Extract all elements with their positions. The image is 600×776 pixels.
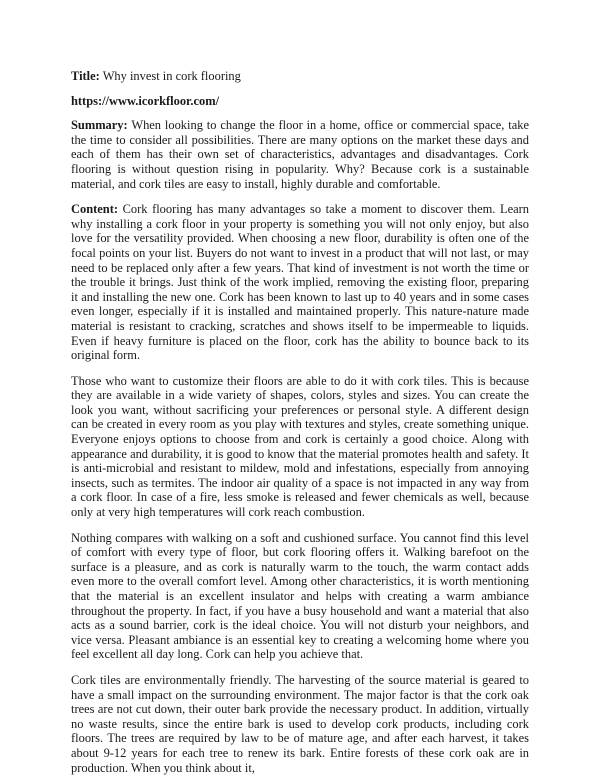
- content-text-1: Cork flooring has many advantages so take a moment to discover them. Learn why installing a cork floor in your property is something you will not only enjoy, but also love for the versatility provided. When choosing a new floor, durability is often one of the focal points on your list. Buyers do not want to invest in a product that will not last, or may need to be replaced only after a few years. That kind of investment is not worth the time or the trouble it brings. Just think of the work implied, removing the existing floor, preparing it and installing the new one. Cork has been known to last up to 40 years and in some cases even longer, especially if it is installed and maintained properly. This nature-nature made material is resistant to cracking, scratches and shows itself to be impermeable to liquids. Even if heavy furniture is placed on the floor, cork has the ability to bounce back to its original form.: [71, 202, 529, 363]
- content-paragraph-4: Cork tiles are environmentally friendly. The harvesting of the source material is geared to have a small impact on the surrounding environment. The major factor is that the cork oak trees are not cut down, their outer bark provide the necessary product. In addition, virtually no waste results, since the entire bark is used to develop cork products, including cork floors. The trees are required by law to be of mature age, and after each harvest, it takes about 9-12 years for each tree to renew its bark. Entire forests of these cork oak are in production. When you think about it,: [71, 672, 529, 775]
- content-paragraph-1: [71, 202, 529, 363]
- source-url: https://www.icorkfloor.com/: [71, 93, 220, 108]
- summary-label: Summary:: [71, 118, 128, 133]
- content-paragraph-2: Those who want to customize their floors are able to do it with cork tiles. This is because they are available in a wide variety of shapes, colors, styles and sizes. You can create the look you want, without sacrificing your preferences or personal style. A different design can be created in every room as you play with textures and styles, create something unique. Everyone enjoys options to choose from and cork is certainly a good choice. Along with appearance and durability, it is good to know that the material promotes health and safety. It is anti-microbial and resistant to mildew, mold and infestations, especially from annoying insects, such as termites. The indoor air quality of a space is not impacted in any way from a cork floor. In case of a fire, less smoke is released and fewer chemicals as well, because only at very high temperatures will cork reach combustion.: [71, 373, 529, 520]
- summary-paragraph: [71, 118, 529, 191]
- content-label: Content:: [71, 202, 118, 217]
- summary-text: When looking to change the floor in a home, office or commercial space, take the time to consider all possibilities. There are many options on the market these days and each of them has their own set of characteristics, advantages and disadvantages. Cork flooring is without question rising in popularity. Why? Because cork is a sustainable material, and cork tiles are easy to install, highly durable and comfortable.: [71, 118, 530, 191]
- content-paragraph-3: Nothing compares with walking on a soft and cushioned surface. You cannot find this level of comfort with every type of floor, but cork flooring offers it. Walking barefoot on the surface is a pleasure, and as cork is naturally warm to the touch, the warm contact adds even more to the overall comfort level. Among other characteristics, it is worth mentioning that the material is an excellent insulator and helps with creating a warm ambiance throughout the property. In fact, if you have a busy household and want a material that also acts as a sound barrier, cork is the ideal choice. You will not disturb your neighbors, and vice versa. Pleasant ambiance is an essential key to creating a welcoming home where you feel excellent all day long. Cork can help you achieve that.: [71, 530, 529, 662]
- document-title: Why invest in cork flooring: [102, 69, 241, 83]
- title-line: [71, 69, 529, 84]
- title-label: Title:: [71, 69, 100, 83]
